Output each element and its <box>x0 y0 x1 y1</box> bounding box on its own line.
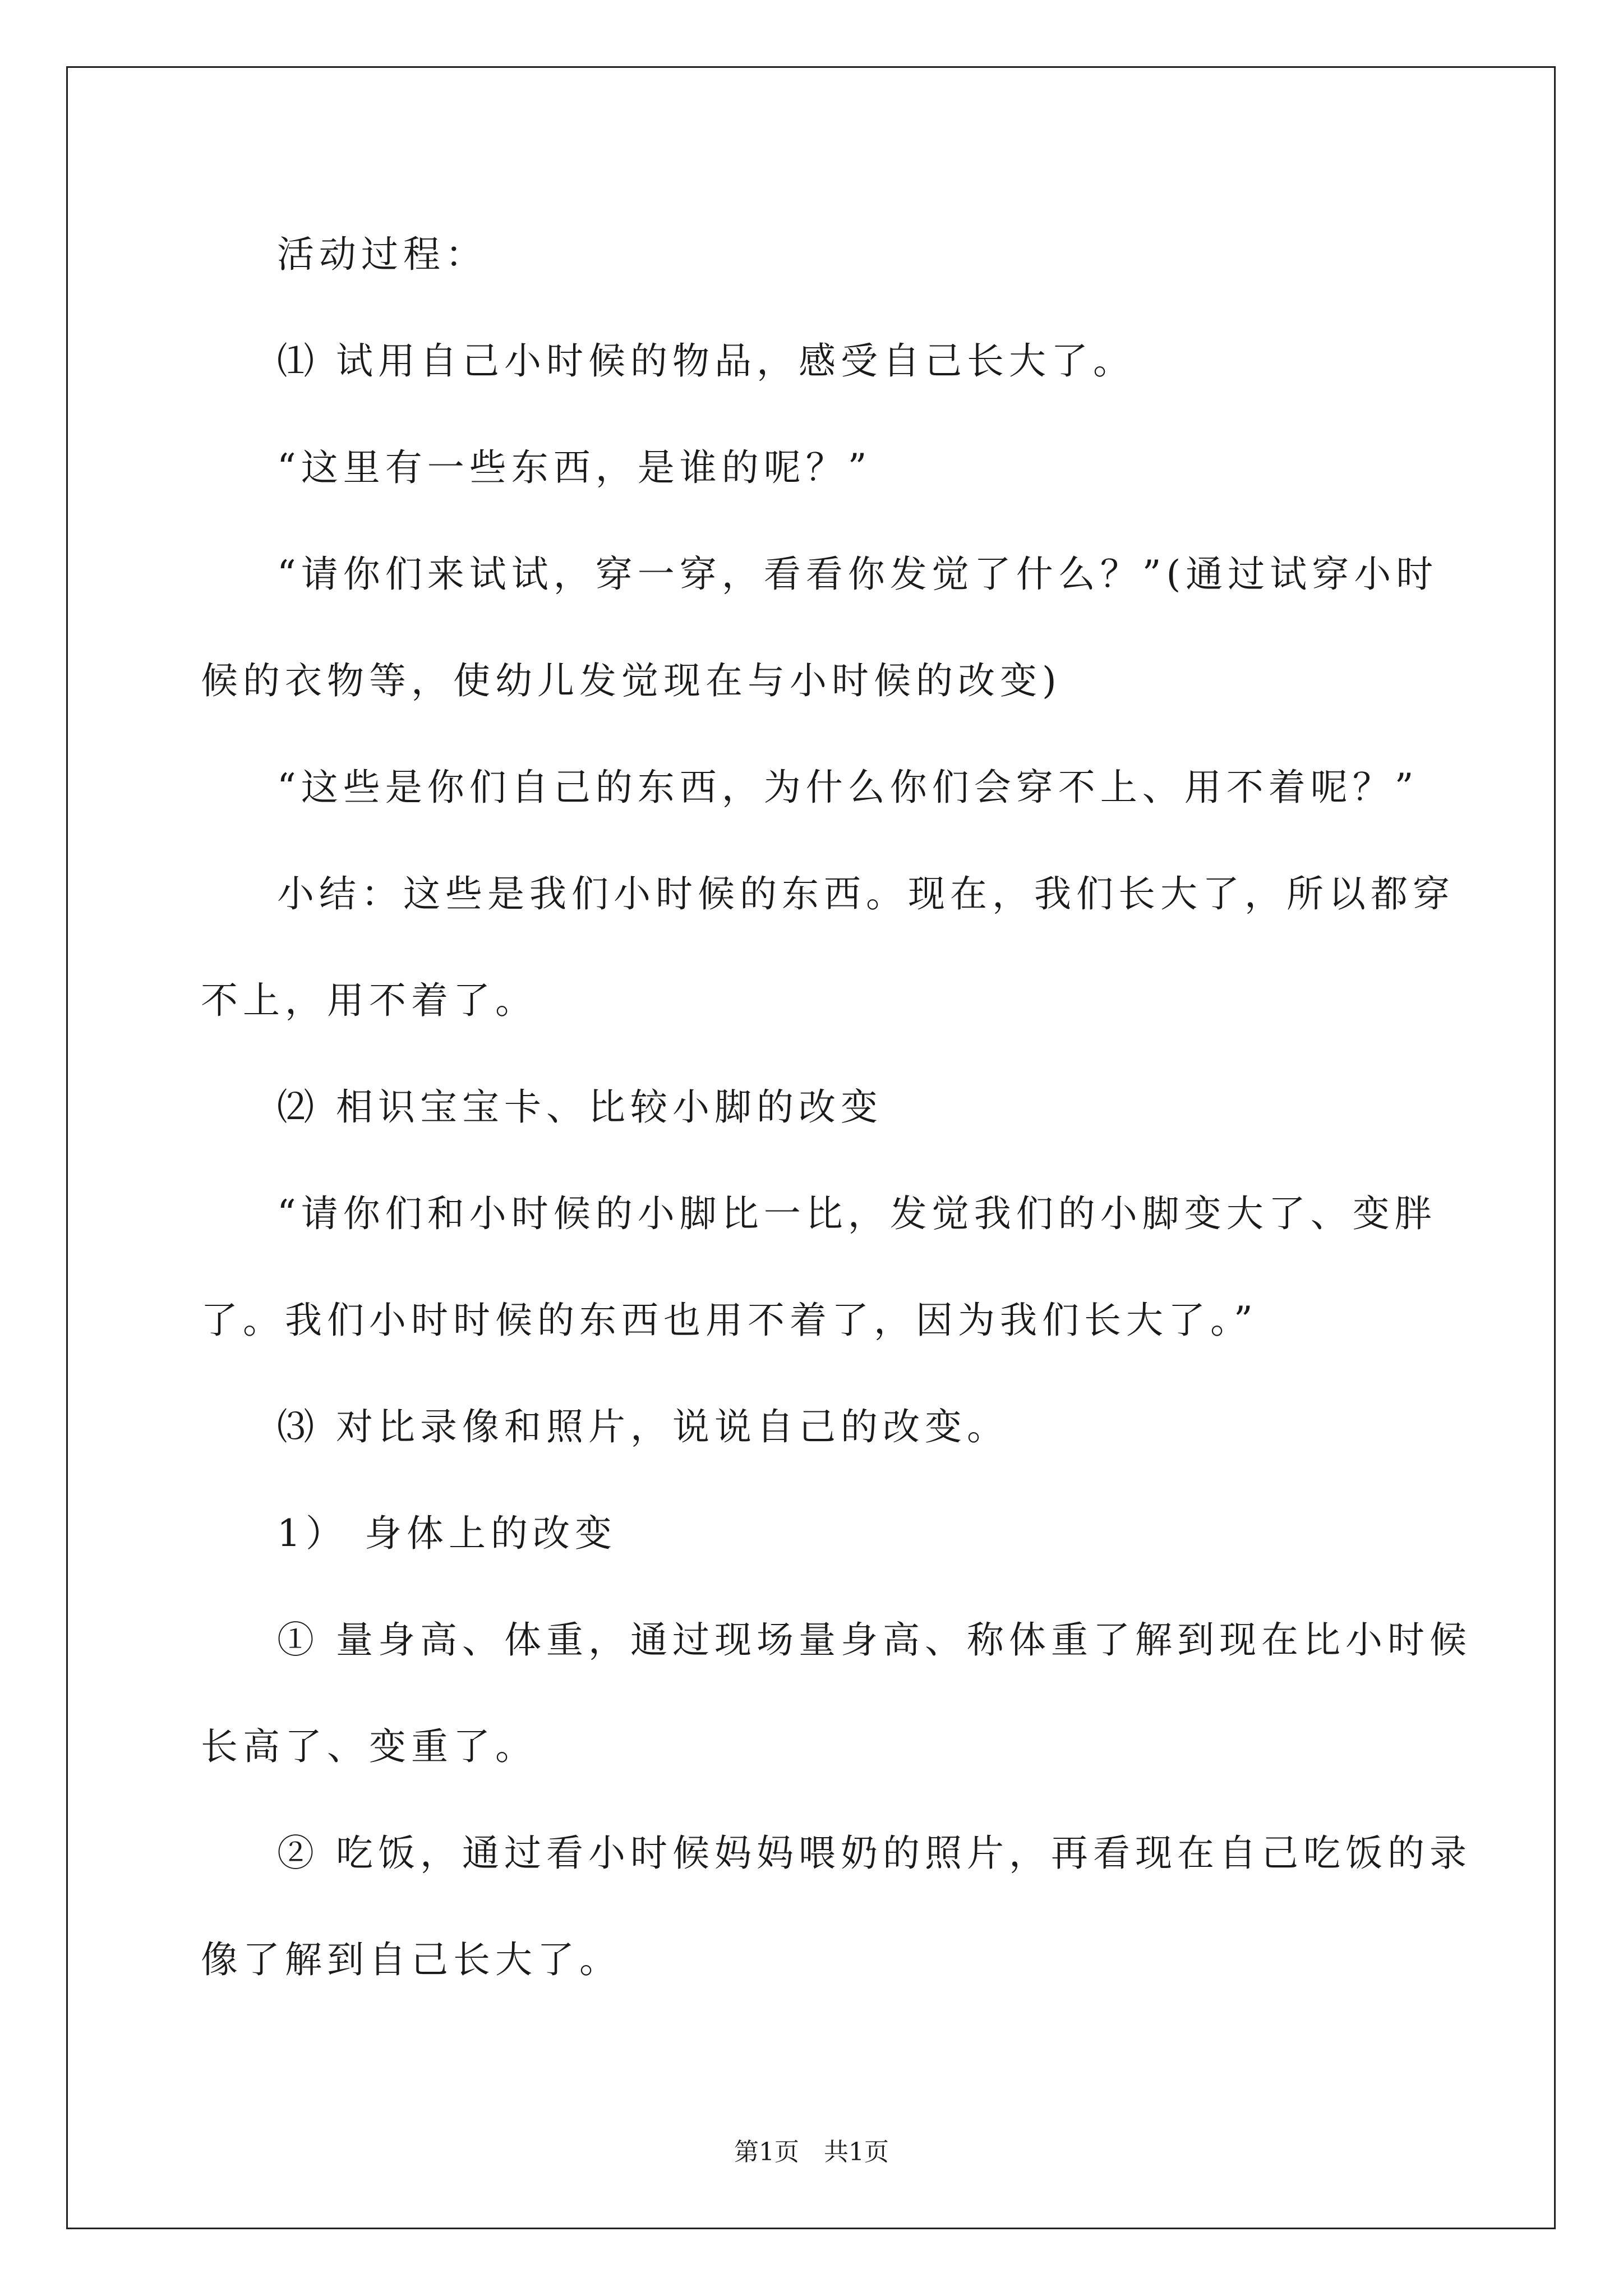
paragraph-step-3: ⑶ 对比录像和照片，说说自己的改变。 <box>277 1405 1009 1448</box>
page-number-footer: 第1页 共1页 <box>734 2138 889 2166</box>
paragraph-quote-2-line-2: 候的衣物等，使幼儿发觉现在与小时候的改变) <box>201 659 1062 702</box>
paragraph-height-weight-line-1: ① 量身高、体重，通过现场量身高、称体重了解到现在比小时候 <box>277 1618 1472 1662</box>
paragraph-body-changes: 1） 身体上的改变 <box>277 1512 617 1555</box>
paragraph-eating-line-2: 像了解到自己长大了。 <box>201 1938 621 1981</box>
paragraph-quote-4-line-1: “请你们和小时候的小脚比一比，发觉我们的小脚变大了、变胖 <box>277 1192 1437 1235</box>
paragraph-activity-heading: 活动过程： <box>277 233 487 276</box>
paragraph-quote-2-line-1: “请你们来试试，穿一穿，看看你发觉了什么？”(通过试穿小时 <box>277 553 1438 596</box>
paragraph-eating-line-1: ② 吃饭，通过看小时候妈妈喂奶的照片，再看现在自己吃饭的录 <box>277 1832 1472 1875</box>
paragraph-quote-1: “这里有一些东西，是谁的呢？” <box>277 446 872 489</box>
paragraph-summary-line-2: 不上，用不着了。 <box>201 979 537 1022</box>
paragraph-summary-line-1: 小结：这些是我们小时候的东西。现在，我们长大了，所以都穿 <box>277 872 1455 915</box>
paragraph-step-2: ⑵ 相识宝宝卡、比较小脚的改变 <box>277 1085 883 1129</box>
paragraph-height-weight-line-2: 长高了、变重了。 <box>201 1725 537 1768</box>
paragraph-step-1: ⑴ 试用自己小时候的物品，感受自己长大了。 <box>277 339 1135 383</box>
page-border <box>66 66 1556 2229</box>
paragraph-quote-3: “这些是你们自己的东西，为什么你们会穿不上、用不着呢？” <box>277 766 1419 809</box>
paragraph-quote-4-line-2: 了。我们小时时候的东西也用不着了，因为我们长大了。” <box>201 1299 1258 1342</box>
